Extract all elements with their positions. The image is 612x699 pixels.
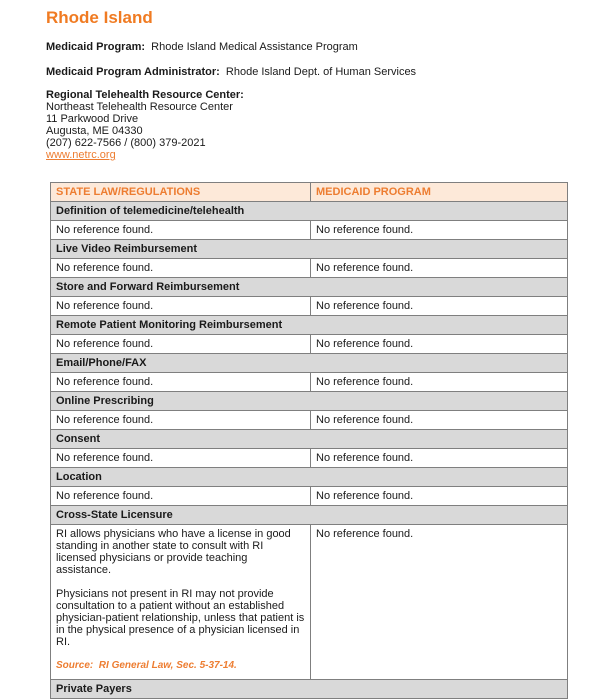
table-section-row xyxy=(51,430,568,449)
table-section-row xyxy=(51,354,568,373)
cell-paragraph: No reference found. xyxy=(56,414,154,426)
cell-paragraph: No reference found. xyxy=(56,224,154,236)
table-section-row xyxy=(51,202,568,221)
cell-paragraph: No reference found. xyxy=(316,414,414,426)
medicaid-cell xyxy=(311,221,568,240)
cell-paragraph: No reference found. xyxy=(316,224,414,236)
table-section-row xyxy=(51,506,568,525)
administrator-label: Medicaid Program Administrator: xyxy=(46,66,220,78)
table-content-row xyxy=(51,297,568,316)
state-law-table xyxy=(50,182,568,699)
table-section-row xyxy=(51,392,568,411)
state-law-cell xyxy=(51,297,311,316)
cell-paragraph: No reference found. xyxy=(316,262,414,274)
medicaid-cell xyxy=(311,411,568,430)
rtrc-label: Regional Telehealth Resource Center: xyxy=(46,89,244,101)
medicaid-cell xyxy=(311,259,568,278)
section-header-cell: Definition of telemedicine/telehealth xyxy=(51,202,568,221)
section-header-cell: Live Video Reimbursement xyxy=(51,240,568,259)
medicaid-program-line xyxy=(46,41,568,54)
section-header-cell: Consent xyxy=(51,430,568,449)
state-law-cell xyxy=(51,411,311,430)
section-header-cell: Store and Forward Reimbursement xyxy=(51,278,568,297)
administrator-line xyxy=(46,66,568,79)
rtrc-city: Augusta, ME 04330 xyxy=(46,125,143,137)
cell-paragraph: Physicians not present in RI may not provide consultation to a patient without an established physician-patient relationship, unless that patient is in the physical presence of a physician licensed in RI. xyxy=(56,588,305,648)
rtrc-street: 11 Parkwood Drive xyxy=(46,113,139,125)
medicaid-cell xyxy=(311,373,568,392)
table-section-row xyxy=(51,240,568,259)
table-content-row xyxy=(51,221,568,240)
cell-paragraph: No reference found. xyxy=(316,376,414,388)
medicaid-cell xyxy=(311,297,568,316)
cell-paragraph: No reference found. xyxy=(316,452,414,464)
medicaid-cell xyxy=(311,335,568,354)
state-law-cell xyxy=(51,335,311,354)
medicaid-program-label: Medicaid Program: xyxy=(46,41,146,53)
section-header-cell: Cross-State Licensure xyxy=(51,506,568,525)
state-law-cell xyxy=(51,259,311,278)
rtrc-website-link[interactable]: www.netrc.org xyxy=(46,149,116,161)
cell-paragraph: No reference found. xyxy=(56,262,154,274)
table-content-row xyxy=(51,335,568,354)
table-content-row xyxy=(51,373,568,392)
section-header-cell: Location xyxy=(51,468,568,487)
medicaid-program-value: Rhode Island Medical Assistance Program xyxy=(145,41,358,53)
administrator-value: Rhode Island Dept. of Human Services xyxy=(219,66,417,78)
cell-paragraph: No reference found. xyxy=(316,338,414,350)
medicaid-cell xyxy=(311,525,568,680)
table-section-row xyxy=(51,680,568,699)
section-header-cell: Remote Patient Monitoring Reimbursement xyxy=(51,316,568,335)
section-header-cell: Private Payers xyxy=(51,680,568,699)
column-header-state-law: STATE LAW/REGULATIONS xyxy=(51,183,311,202)
source-citation: Source: RI General Law, Sec. 5-37-14. xyxy=(56,660,237,671)
state-law-cell xyxy=(51,221,311,240)
table-section-row xyxy=(51,278,568,297)
table-section-row xyxy=(51,316,568,335)
cell-paragraph: No reference found. xyxy=(56,452,154,464)
cell-paragraph: No reference found. xyxy=(316,300,414,312)
cell-paragraph: No reference found. xyxy=(56,490,154,502)
column-header-medicaid: MEDICAID PROGRAM xyxy=(311,183,568,202)
cell-paragraph: No reference found. xyxy=(316,528,414,540)
section-header-cell: Online Prescribing xyxy=(51,392,568,411)
cell-paragraph: No reference found. xyxy=(56,376,154,388)
rtrc-block xyxy=(46,89,568,161)
table-body xyxy=(51,202,568,699)
table-content-row xyxy=(51,449,568,468)
cell-paragraph: RI allows physicians who have a license in good standing in another state to consult with RI licensed physicians or provide teaching assistance. xyxy=(56,528,291,576)
table-section-row xyxy=(51,468,568,487)
rtrc-org-name: Northeast Telehealth Resource Center xyxy=(46,101,233,113)
state-law-cell xyxy=(51,487,311,506)
table-content-row xyxy=(51,525,568,680)
page-title: Rhode Island xyxy=(46,8,153,27)
table-content-row xyxy=(51,487,568,506)
rtrc-phone: (207) 622-7566 / (800) 379-2021 xyxy=(46,137,206,149)
table-content-row xyxy=(51,411,568,430)
cell-paragraph: No reference found. xyxy=(56,300,154,312)
table-header-row xyxy=(51,183,568,202)
cell-paragraph: No reference found. xyxy=(316,490,414,502)
table-content-row xyxy=(51,259,568,278)
cell-paragraph: No reference found. xyxy=(56,338,154,350)
medicaid-cell xyxy=(311,449,568,468)
state-law-cell xyxy=(51,373,311,392)
state-law-cell xyxy=(51,449,311,468)
section-header-cell: Email/Phone/FAX xyxy=(51,354,568,373)
medicaid-cell xyxy=(311,487,568,506)
state-law-cell xyxy=(51,525,311,680)
